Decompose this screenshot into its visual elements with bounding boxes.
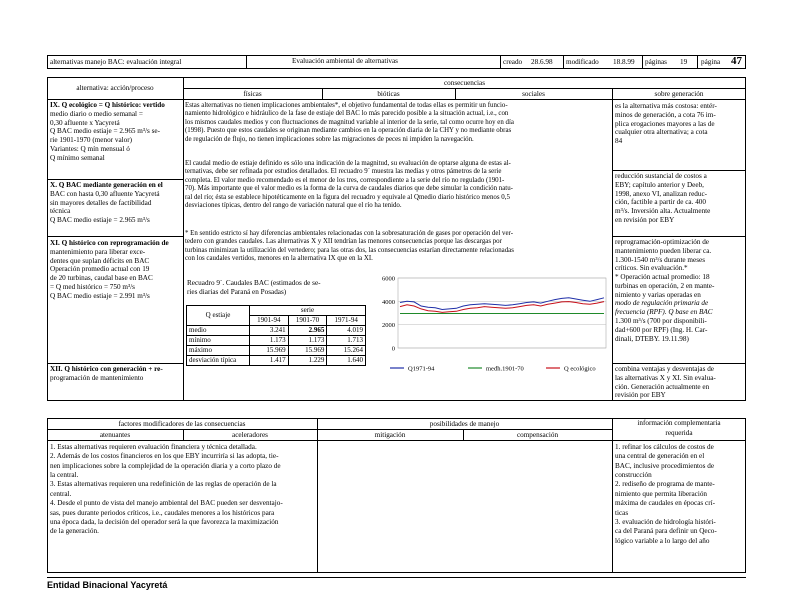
- shared-paragraph-3: [185, 230, 613, 264]
- text-line: dinali, DTEBY. 19.11.98): [615, 334, 689, 343]
- table-column-header: 1901-94: [250, 316, 289, 326]
- compensation-header: compensación: [516, 431, 559, 439]
- text-line: cualquier otra alternativa; a cota: [615, 128, 708, 137]
- table-row-header: Q estiaje: [187, 306, 250, 326]
- note-line: una época dada, la decisión del operador será la que favorezca la maximización: [50, 517, 279, 526]
- alt-line: mantenimiento para liberar exce-: [50, 247, 146, 256]
- note-line: 1. Estas alternativas requieren evaluación financiera y técnica detallada.: [50, 443, 257, 451]
- text-line: con los caudales vertidos, menores en la alternativa IX que en la XI.: [185, 255, 373, 263]
- legend-label: Q ecológico: [564, 365, 596, 373]
- text-line: ternativas, debe ser refinada por estudios detallados. El recuadro 9´ muestra las medias y otros pámetros de la serie: [185, 168, 502, 176]
- table-cell: 1.229: [288, 356, 327, 366]
- text-line: (1998). Puesto que estos caudales se originan mediante cambios en la operación diaria de la CHY y no mediante obras: [185, 127, 512, 135]
- alt-line: X. Q BAC mediante generación en el: [50, 181, 163, 189]
- table-row: [187, 356, 366, 366]
- mitigation-header: mitigación: [374, 431, 406, 439]
- text-line: reprogramación-optimización de: [615, 238, 709, 246]
- text-line: turbinas en operación, 2 en mante-: [615, 281, 715, 290]
- y-tick-label: 2000: [382, 322, 395, 330]
- inset-title-line: Recuadro 9´. Caudales BAC (estimados de se-: [187, 279, 321, 287]
- text-line: minos de generación, a cota 76 im-: [615, 110, 716, 119]
- text-line: 1.300 m³/s (700 por disponibili-: [615, 317, 707, 326]
- info-notes: [615, 443, 745, 546]
- alt-line: técnica: [50, 207, 71, 216]
- modified-date: 18.8.99: [613, 58, 635, 66]
- flow-chart: [368, 272, 612, 378]
- stats-table: [186, 305, 366, 366]
- table-row: [187, 326, 366, 336]
- text-line: Estas alternativas no tienen implicaciones ambientales*, el objetivo fundamental de todas ellas es permitir un funcio-: [185, 102, 508, 109]
- table-cell: 2.965: [288, 326, 327, 336]
- alternative-xi: [50, 239, 182, 300]
- table-cell: 15.264: [327, 346, 366, 356]
- created-date: 28.6.98: [531, 58, 553, 66]
- table-row-label: mínimo: [187, 336, 250, 346]
- table-column-header: 1971-94: [327, 316, 366, 326]
- table-series-label: serie: [250, 306, 366, 316]
- table-cell: 1.173: [250, 336, 289, 346]
- note-line: ticas: [615, 508, 629, 517]
- text-line: 1998, anexo VI, analizan reduc-: [615, 189, 708, 198]
- factors-notes: [50, 443, 318, 537]
- text-line: EBY; capítulo anterior y Deeb,: [615, 180, 704, 189]
- text-line: en revisión por EBY: [615, 215, 675, 224]
- info-header-1: información complementaria: [637, 419, 721, 427]
- text-line: namiento hidrológico e hidráulico de la fase de estiaje del BAC lo más parecido posible a la situación actual, i.e., con: [185, 110, 509, 118]
- text-line: 1.300-1540 m³/s durante meses: [615, 255, 705, 264]
- note-line: una central de generación en el: [615, 452, 705, 461]
- text-line: 70). Más importante que el valor medio es la forma de la curva de caudales diarios que debe simular la condición natu-: [185, 185, 513, 193]
- generation-xi: [615, 238, 745, 343]
- modified-label: modificado: [566, 58, 599, 66]
- pages-count: 19: [680, 58, 688, 66]
- text-line: desviaciones típicas, dentro del rango de variación natural que el río ha tenido.: [185, 202, 402, 210]
- physical-header: físicas: [243, 90, 262, 98]
- table-cell: 1.417: [250, 356, 289, 366]
- biotic-header: bióticas: [377, 90, 400, 98]
- text-line: * Operación actual promedio: 18: [615, 273, 710, 282]
- text-line: * En sentido estricto sí hay diferencias ambientales relacionadas con la sobresaturación de gases por operación del ver-: [185, 230, 513, 237]
- possibilities-header: posibilidades de manejo: [429, 420, 500, 428]
- text-line: m³/s. Inversión alta. Actualmente: [615, 207, 711, 216]
- note-line: 4. Desde el punto de vista del manejo ambiental del BAC pueden ser desventajo-: [50, 499, 283, 508]
- attenuating-header: atenuantes: [99, 431, 131, 439]
- inset-title-line: ries diarias del Paraná en Posadas): [187, 287, 287, 296]
- y-tick-label: 6000: [382, 275, 395, 283]
- alt-line: Operación promedio actual con 19: [50, 265, 150, 274]
- generation-header: sobre generación: [654, 90, 704, 98]
- legend-label: medh.1901-70: [486, 365, 524, 373]
- table-column-header: 1901-70: [288, 316, 327, 326]
- shared-paragraph-2: [185, 160, 613, 211]
- note-line: 2. Además de los costos financieros en los que EBY incurriría si las adopta, tie-: [50, 452, 279, 461]
- alt-line: Q BAC medio estiaje = 2.965 m³/s: [50, 216, 150, 225]
- generation-x: [615, 172, 745, 225]
- table-row: [187, 346, 366, 356]
- page-number: 47: [731, 55, 742, 67]
- alternative-header: alternativa: acción/proceso: [76, 84, 154, 92]
- text-line: plica erogaciones mayores a las de: [615, 119, 715, 128]
- note-line: central.: [50, 489, 72, 498]
- alt-line: programación de mantenimiento: [50, 373, 144, 382]
- alternative-x: [50, 181, 182, 225]
- table-row: [187, 336, 366, 346]
- note-line: ca del Paraná para definir un Qeco-: [615, 527, 717, 536]
- text-line: nimiento y varias operadas en: [615, 290, 701, 299]
- page-label: página: [701, 58, 721, 66]
- generation-ix: [615, 102, 745, 146]
- text-line: las alternativas X y XI. Sin evalua-: [615, 373, 716, 382]
- alt-line: dentes que suplan déficits en BAC: [50, 256, 150, 265]
- alt-line: = Q med histórico = 750 m³/s: [50, 282, 135, 291]
- text-line: revisión por EBY: [615, 391, 666, 400]
- alt-line: Variantes: Q mín mensual ó: [50, 144, 130, 153]
- note-line: 3. evaluación de hidrología históri-: [615, 517, 716, 526]
- text-line: completa. El valor medio recomendado es el menor de los tres, correspondiente a la serie del río no regulado (1901-: [185, 176, 505, 184]
- note-line: nen implicaciones sobre la complejidad de la operación diaria y a corto plazo de: [50, 461, 281, 470]
- text-line: los mismos caudales medios y con fluctuaciones de magnitud variable al interior de la serie, tal como ocurre hoy en día: [185, 118, 514, 126]
- text-line: críticos. Sin evaluación.*: [615, 264, 688, 273]
- text-line: turbinas minimizan la utilización del vertedero; para las otras dos, las consecuencias estarían directamente relacionadas: [185, 246, 514, 254]
- table-cell: 1.173: [288, 336, 327, 346]
- text-line: El caudal medio de estiaje definido es sólo una indicación de la magnitud, su evaluación de optarse alguna de estas al-: [185, 160, 511, 167]
- alternative-ix: [50, 101, 182, 162]
- text-line: modo de regulación primaria de: [615, 299, 709, 308]
- table-cell: 1.713: [327, 336, 366, 346]
- text-line: mantenimiento pueden liberar ca.: [615, 246, 712, 255]
- note-line: lógico variable a lo largo del año: [615, 536, 710, 545]
- table-row-label: máximo: [187, 346, 250, 356]
- note-line: la central.: [50, 471, 79, 480]
- text-line: tedero con grandes caudales. Las alternativas X y XII tendrían las menores consecuencias porque las descargas por: [185, 238, 502, 246]
- note-line: construcción: [615, 471, 652, 480]
- document-title: alternativas manejo BAC: evaluación integral: [50, 58, 182, 66]
- note-line: máxima de caudales en épocas crí-: [615, 499, 715, 508]
- text-line: ción, factible a partir de ca. 400: [615, 198, 706, 207]
- alt-line: XI. Q histórico con reprogramación de: [50, 239, 169, 247]
- alt-line: 0,30 afluente x Yacyretá: [50, 118, 120, 127]
- note-line: sas, pues durante periodos críticos, i.e., caudales menores a los históricos para: [50, 508, 275, 517]
- note-line: 3. Estas alternativas requieren una redefinición de las reglas de operación de la: [50, 480, 277, 489]
- table-cell: 15.969: [288, 346, 327, 356]
- y-tick-label: 4000: [382, 298, 395, 306]
- inset-title: [187, 279, 367, 297]
- generation-xii: [615, 365, 745, 400]
- text-line: de regulación de flujo, no tienen implicaciones sobre las migraciones de peces ni impiden la navegación.: [185, 135, 474, 143]
- alternative-xii: [50, 365, 182, 383]
- section-title: Evaluación ambiental de alternativas: [292, 57, 398, 65]
- social-header: sociales: [522, 90, 545, 98]
- table-cell: 3.241: [250, 326, 289, 336]
- table-cell: 4.019: [327, 326, 366, 336]
- pages-label: páginas: [645, 58, 667, 66]
- text-line: ral del río; ésta se establece hipotéticamente en la figura del recuadro y equivale al Qmedio diario histórico menos 0,5: [185, 193, 510, 201]
- text-line: dad+600 por RPF) (Ing. H. Car-: [615, 325, 708, 334]
- text-line: es la alternativa más costosa: entér-: [615, 102, 717, 110]
- alt-line: BAC con hasta 0,30 afluente Yacyretá: [50, 189, 160, 198]
- table-row-label: desviación típica: [187, 356, 250, 366]
- alt-line: sin mayores detalles de factibilidad: [50, 198, 152, 207]
- table-cell: 1.640: [327, 356, 366, 366]
- consequences-header: consecuencias: [443, 79, 486, 87]
- text-line: combina ventajas y desventajas de: [615, 365, 714, 373]
- info-header-2: requerida: [665, 429, 693, 437]
- note-line: nimiento que permita liberación: [615, 489, 708, 498]
- alt-line: medio diario o medio semanal =: [50, 109, 143, 118]
- alt-line: XII. Q histórico con generación + re-: [50, 365, 163, 373]
- alt-line: rie 1901-1970 (menor valor): [50, 136, 133, 145]
- note-line: BAC, inclusive procedimientos de: [615, 461, 715, 470]
- note-line: 1. refinar los cálculos de costos de: [615, 443, 714, 451]
- created-label: creado: [503, 58, 523, 66]
- shared-paragraph-1: [185, 102, 613, 144]
- alt-line: Q mínimo semanal: [50, 153, 105, 162]
- text-line: frecuencia (RPF). Q base en BAC: [615, 308, 713, 317]
- note-line: 2. rediseño de programa de mante-: [615, 480, 715, 489]
- y-tick-label: 0: [391, 345, 395, 353]
- alt-line: IX. Q ecológico = Q histórico: vertido: [50, 101, 165, 109]
- legend-label: Q1971-94: [408, 365, 435, 373]
- alt-line: de 20 turbinas, caudal base en BAC: [50, 274, 153, 283]
- text-line: ción. Generación actualmente en: [615, 382, 710, 391]
- footer-entity: Entidad Binacional Yacyretá: [47, 580, 168, 590]
- table-cell: 15.969: [250, 346, 289, 356]
- factors-header: factores modificadores de las consecuencias: [118, 420, 246, 428]
- accelerating-header: aceleradores: [232, 431, 268, 439]
- alt-line: Q BAC medio estiaje = 2.965 m³/s se-: [50, 127, 161, 136]
- text-line: reducción sustancial de costos a: [615, 172, 707, 180]
- footer-rule: [47, 577, 746, 578]
- table-row-label: medio: [187, 326, 250, 336]
- text-line: 84: [615, 137, 623, 146]
- alt-line: Q BAC medio estiaje = 2.991 m³/s: [50, 291, 150, 300]
- note-line: de la generación.: [50, 527, 99, 536]
